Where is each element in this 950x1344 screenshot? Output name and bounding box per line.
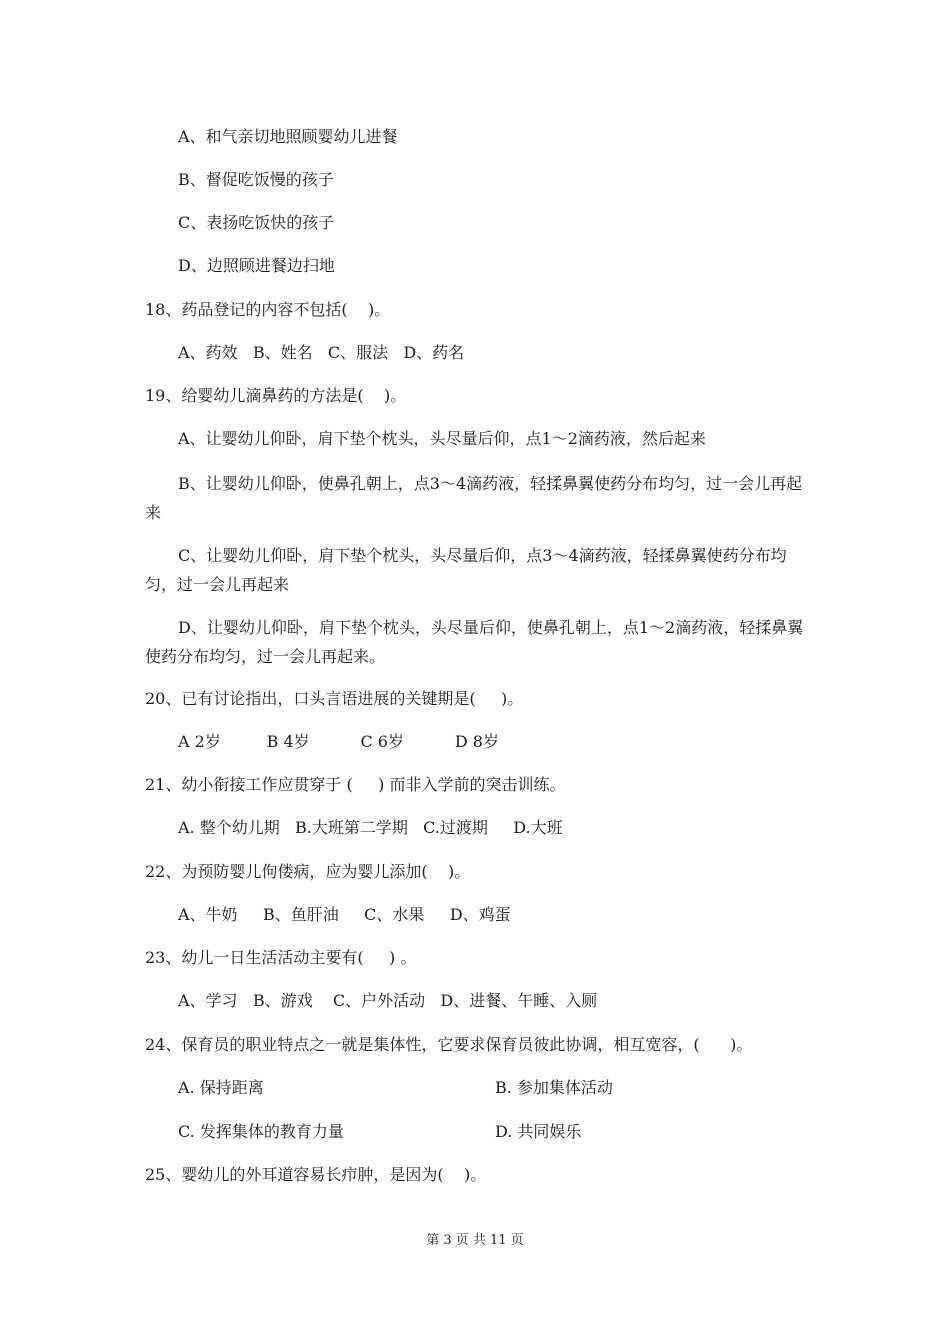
question-stem: 23、幼儿一日生活活动主要有( ) 。 — [145, 948, 417, 967]
option-text: B、督促吃饭慢的孩子 — [178, 170, 334, 189]
option-text: A、药效 B、姓名 C、服法 D、药名 — [178, 343, 465, 362]
option-text: A、让婴幼儿仰卧，肩下垫个枕头，头尽量后仰，点1～2滴药液，然后起来 — [178, 429, 706, 448]
question-stem: 25、婴幼儿的外耳道容易长疖肿，是因为( )。 — [145, 1165, 487, 1184]
question-stem: 18、药品登记的内容不包括( )。 — [145, 300, 391, 319]
question-stem: 19、给婴幼儿滴鼻药的方法是( )。 — [145, 386, 407, 405]
option-text: A、牛奶 B、鱼肝油 C、水果 D、鸡蛋 — [178, 905, 511, 924]
option-text: D、让婴幼儿仰卧，肩下垫个枕头，头尽量后仰，使鼻孔朝上，点1～2滴药液，轻揉鼻翼使药分布均匀，过一会儿再起来。 — [145, 618, 804, 666]
question-stem: 21、幼小衔接工作应贯穿于 ( ) 而非入学前的突击训练。 — [145, 775, 566, 794]
page-footer: 第 3 页 共 11 页 — [426, 1233, 524, 1248]
option-text: B. 参加集体活动 — [495, 1078, 613, 1097]
option-text: C. 发挥集体的教育力量 — [178, 1122, 344, 1141]
question-stem: 22、为预防婴儿佝偻病，应为婴儿添加( )。 — [145, 862, 471, 881]
option-text: D. 共同娱乐 — [495, 1122, 582, 1141]
option-text: D、边照顾进餐边扫地 — [178, 256, 335, 275]
question-stem: 24、保育员的职业特点之一就是集体性，它要求保育员彼此协调，相互宽容，( )。 — [145, 1035, 753, 1054]
option-text: C、让婴幼儿仰卧，肩下垫个枕头，头尽量后仰，点3～4滴药液，轻揉鼻翼使药分布均匀，过一会儿再起来 — [145, 546, 787, 594]
option-text: A. 保持距离 — [178, 1078, 264, 1097]
question-stem: 20、已有讨论指出，口头言语进展的关键期是( )。 — [145, 689, 524, 708]
option-text: A 2岁 B 4岁 C 6岁 D 8岁 — [178, 732, 499, 751]
option-text: A. 整个幼儿期 B.大班第二学期 C.过渡期 D.大班 — [178, 818, 563, 837]
option-text: A、和气亲切地照顾婴幼儿进餐 — [178, 127, 398, 146]
option-text: B、让婴幼儿仰卧，使鼻孔朝上，点3～4滴药液，轻揉鼻翼使药分布均匀，过一会儿再起来 — [145, 474, 803, 522]
option-text: C、表扬吃饭快的孩子 — [178, 213, 335, 232]
option-text: A、学习 B、游戏 C、户外活动 D、进餐、午睡、入厕 — [178, 991, 598, 1010]
